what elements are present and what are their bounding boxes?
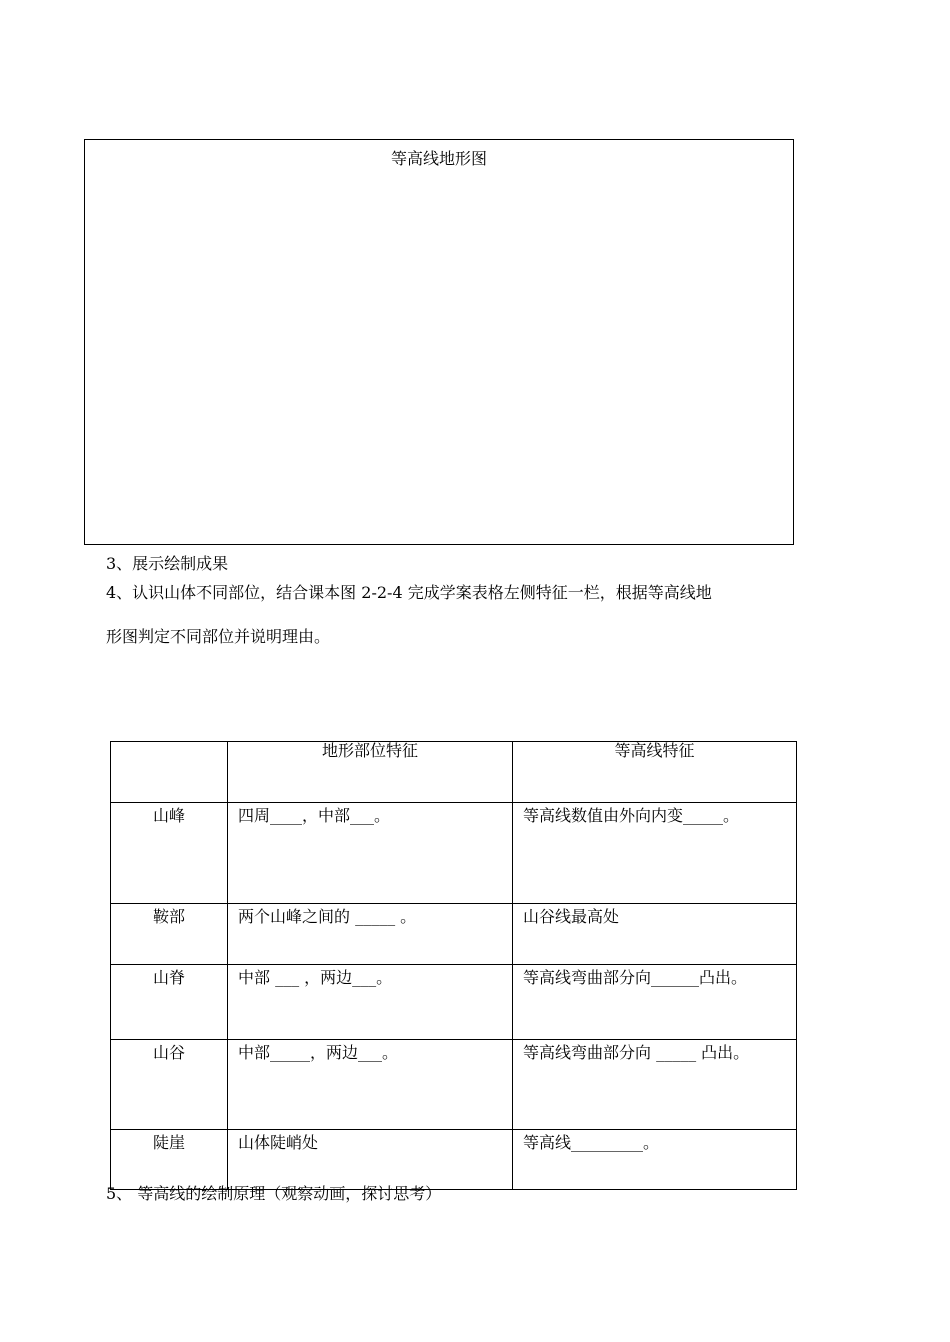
part-cell: 山谷 (111, 1040, 228, 1130)
header-cell-contour: 等高线特征 (513, 742, 797, 803)
table-header-row (111, 742, 797, 803)
contour-cell: 等高线_________。 (513, 1130, 797, 1190)
header-cell-part (111, 742, 228, 803)
terrain-cell: 山体陡峭处 (228, 1130, 513, 1190)
item-4-text-line2: 形图判定不同部位并说明理由。 (106, 627, 331, 646)
item-3-text: 3、展示绘制成果 (106, 554, 229, 573)
part-cell: 山脊 (111, 965, 228, 1040)
terrain-cell: 四周____，中部___。 (228, 803, 513, 904)
terrain-features-table (110, 741, 797, 1190)
table-row (111, 1040, 797, 1130)
item-5-text: 5、 等高线的绘制原理（观察动画，探讨思考） (106, 1184, 442, 1203)
terrain-cell: 中部_____，两边___。 (228, 1040, 513, 1130)
part-cell: 山峰 (111, 803, 228, 904)
item-4-text-line1: 4、认识山体不同部位，结合课本图 2-2-4 完成学案表格左侧特征一栏，根据等高线地 (106, 583, 712, 602)
header-cell-terrain: 地形部位特征 (228, 742, 513, 803)
table-row (111, 904, 797, 965)
contour-cell: 山谷线最高处 (513, 904, 797, 965)
part-cell: 陡崖 (111, 1130, 228, 1190)
table-row (111, 965, 797, 1040)
map-box-title: 等高线地形图 (390, 149, 487, 168)
terrain-cell: 两个山峰之间的 _____ 。 (228, 904, 513, 965)
contour-cell: 等高线弯曲部分向 _____ 凸出。 (513, 1040, 797, 1130)
contour-cell: 等高线数值由外向内变_____。 (513, 803, 797, 904)
part-cell: 鞍部 (111, 904, 228, 965)
table-row (111, 803, 797, 904)
contour-cell: 等高线弯曲部分向______凸出。 (513, 965, 797, 1040)
contour-map-drawing-box (84, 139, 794, 545)
terrain-cell: 中部 ___ ，两边___。 (228, 965, 513, 1040)
